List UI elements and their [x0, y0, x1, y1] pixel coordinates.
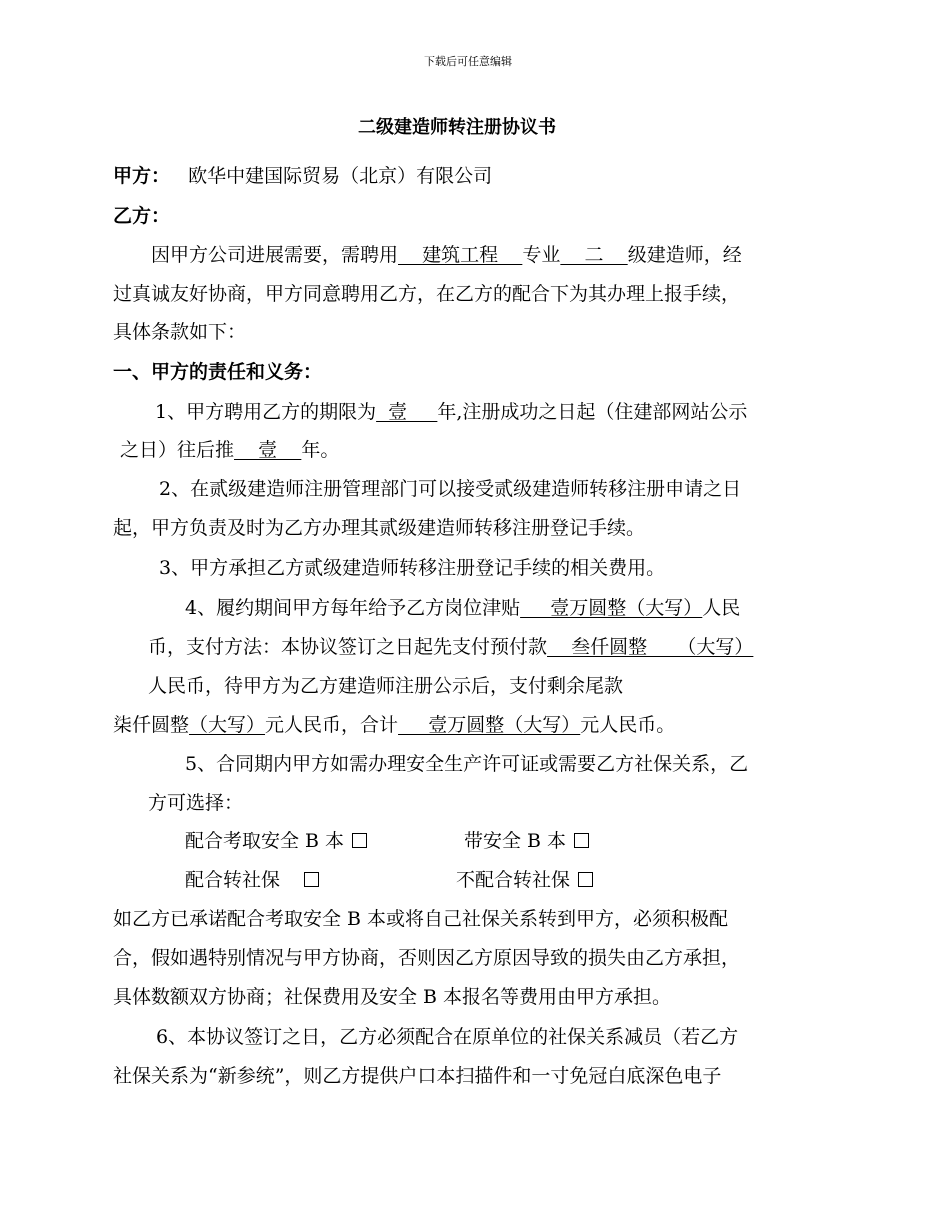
item-6-line-2: 社保关系为“新参统”，则乙方提供户口本扫描件和一寸免冠白底深色电子 — [113, 1065, 722, 1087]
option-2[interactable] — [464, 829, 589, 853]
item-4-line-4 — [113, 713, 675, 737]
intro-text: 因甲方公司进展需要，需聘用 — [151, 244, 399, 266]
party-a-line — [113, 164, 492, 188]
years-field: 壹 — [234, 439, 302, 461]
item-6-line-1: 6、本协议签订之日，乙方必须配合在原单位的社保关系减员（若乙方 — [156, 1026, 739, 1048]
option-3[interactable] — [185, 868, 319, 892]
checkbox[interactable] — [304, 872, 319, 887]
item-text: 元人民币，合计 — [265, 714, 399, 736]
option-label: 不配合转社保 — [456, 869, 571, 891]
level-field: 二 — [560, 244, 628, 266]
item-3: 3、甲方承担乙方贰级建造师转移注册登记手续的相关费用。 — [159, 557, 666, 579]
remain-note: （大写） — [189, 714, 266, 736]
party-a-name: 欧华中建国际贸易（北京）有限公司 — [188, 165, 493, 187]
option-1[interactable] — [185, 829, 367, 853]
item-2-line-1: 2、在贰级建造师注册管理部门可以接受贰级建造师转移注册申请之日 — [159, 478, 742, 500]
option-label: 带安全 B 本 — [464, 830, 567, 852]
item-text: 元人民币。 — [580, 714, 676, 736]
item-4-line-3: 人民币，待甲方为乙方建造师注册公示后，支付剩余尾款 — [148, 675, 624, 697]
item-4-line-1 — [185, 596, 740, 620]
item-5-line-2: 方可选择： — [148, 792, 244, 814]
option-label: 配合考取安全 B 本 — [185, 830, 345, 852]
major-field: 建筑工程 — [398, 244, 523, 266]
checkbox[interactable] — [578, 872, 593, 887]
intro-text: 级建造师，经 — [627, 244, 742, 266]
item-text: 年。 — [301, 439, 340, 461]
checkbox[interactable] — [574, 833, 589, 848]
party-a-label: 甲方： — [113, 165, 171, 187]
allowance-field: 壹万圆整（大写） — [520, 597, 703, 619]
option-4[interactable] — [456, 868, 593, 892]
checkbox[interactable] — [352, 833, 367, 848]
intro-line-3: 具体条款如下： — [113, 321, 247, 343]
item-1-line-1 — [155, 400, 747, 424]
item-text: 之日）往后推 — [120, 439, 235, 461]
intro-line-1 — [151, 243, 742, 267]
section-1-title: 一、甲方的责任和义务： — [113, 361, 323, 383]
item-text: 4、履约期间甲方每年给予乙方岗位津贴 — [185, 597, 521, 619]
item-5-para-1: 如乙方已承诺配合考取安全 B 本或将自己社保关系转到甲方，必须积极配 — [113, 908, 729, 930]
advance-field: 叁仟圆整 （大写） — [547, 636, 754, 658]
item-1-line-2 — [120, 438, 339, 462]
party-b-label: 乙方： — [113, 205, 171, 227]
item-text: 1、甲方聘用乙方的期限为 — [155, 401, 377, 423]
item-2-line-2: 起，甲方负责及时为乙方办理其贰级建造师转移注册登记手续。 — [113, 517, 646, 539]
page-header: 下载后可任意编辑 — [424, 55, 512, 68]
item-5-line-1: 5、合同期内甲方如需办理安全生产许可证或需要乙方社保关系，乙 — [185, 753, 749, 775]
total-field: 壹万圆整（大写） — [398, 714, 581, 736]
item-text: 人民 — [702, 597, 741, 619]
item-text: 币，支付方法：本协议签订之日起先支付预付款 — [148, 636, 548, 658]
item-text: 年,注册成功之日起（住建部网站公示 — [437, 401, 748, 423]
intro-text: 专业 — [522, 244, 561, 266]
item-text: 柒仟圆整 — [113, 714, 190, 736]
intro-line-2: 过真诚友好协商，甲方同意聘用乙方，在乙方的配合下为其办理上报手续， — [113, 283, 741, 305]
item-5-para-3: 具体数额双方协商；社保费用及安全 B 本报名等费用由甲方承担。 — [113, 986, 672, 1008]
term-field: 壹 — [376, 401, 438, 423]
document-title: 二级建造师转注册协议书 — [358, 117, 556, 138]
item-4-line-2 — [148, 635, 753, 659]
item-5-para-2: 合，假如遇特别情况与甲方协商，否则因乙方原因导致的损失由乙方承担， — [113, 947, 741, 969]
option-label: 配合转社保 — [185, 869, 281, 891]
